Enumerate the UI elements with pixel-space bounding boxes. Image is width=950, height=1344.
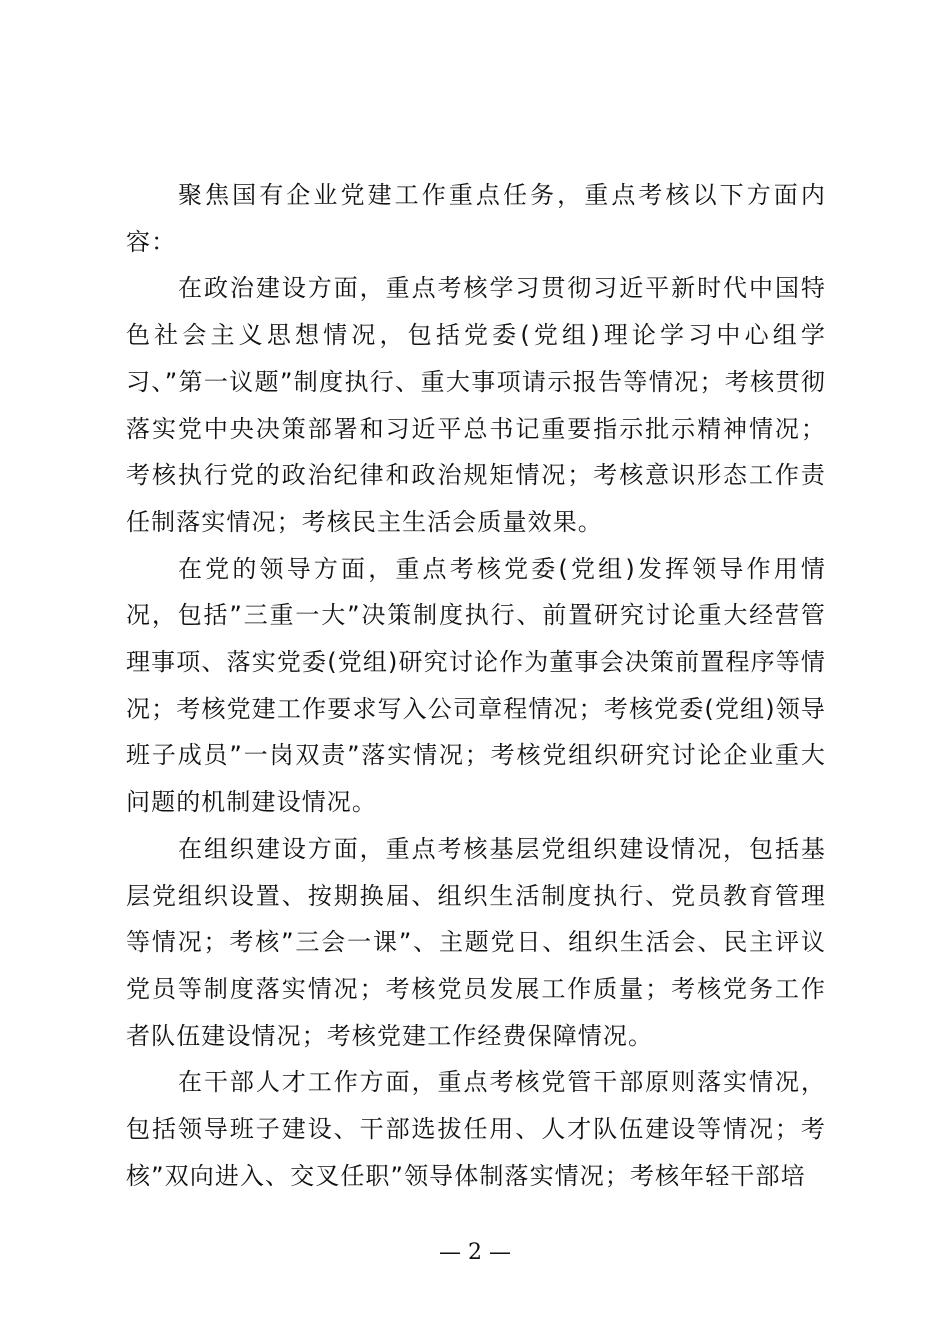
page-number: — 2 — [439,1240,511,1265]
document-body [126,172,826,1199]
paragraph-intro: 聚焦国有企业党建工作重点任务，重点考核以下方面内容： [126,181,826,256]
paragraph-party-leadership: 在党的领导方面，重点考核党委(党组)发挥领导作用情况，包括”三重一大”决策制度执行、前置研究讨论重大经营管理事项、落实党委(党组)研究讨论作为董事会决策前置程序等情况；考核党建工作要求写入公司章程情况；考核党委(党组)领导班子成员”一岗双责”落实情况；考核党组织研究讨论企业重大问题的机制建设情况。 [126,554,826,817]
paragraph-political-construction: 在政治建设方面，重点考核学习贯彻习近平新时代中国特色社会主义思想情况，包括党委(党组)理论学习中心组学习、”第一议题”制度执行、重大事项请示报告等情况；考核贯彻落实党中央决策部署和习近平总书记重要指示批示精神情况；考核执行党的政治纪律和政治规矩情况；考核意识形态工作责任制落实情况；考核民主生活会质量效果。 [126,274,826,536]
paragraph-organization-construction: 在组织建设方面，重点考核基层党组织建设情况，包括基层党组织设置、按期换届、组织生活制度执行、党员教育管理等情况；考核”三会一课”、主题党日、组织生活会、民主评议党员等制度落实情况；考核党员发展工作质量；考核党务工作者队伍建设情况；考核党建工作经费保障情况。 [126,834,826,1050]
paragraph-cadre-talent-work: 在干部人才工作方面，重点考核党管干部原则落实情况，包括领导班子建设、干部选拔任用、人才队伍建设等情况；考核”双向进入、交叉任职”领导体制落实情况；考核年轻干部培 [126,1068,826,1190]
